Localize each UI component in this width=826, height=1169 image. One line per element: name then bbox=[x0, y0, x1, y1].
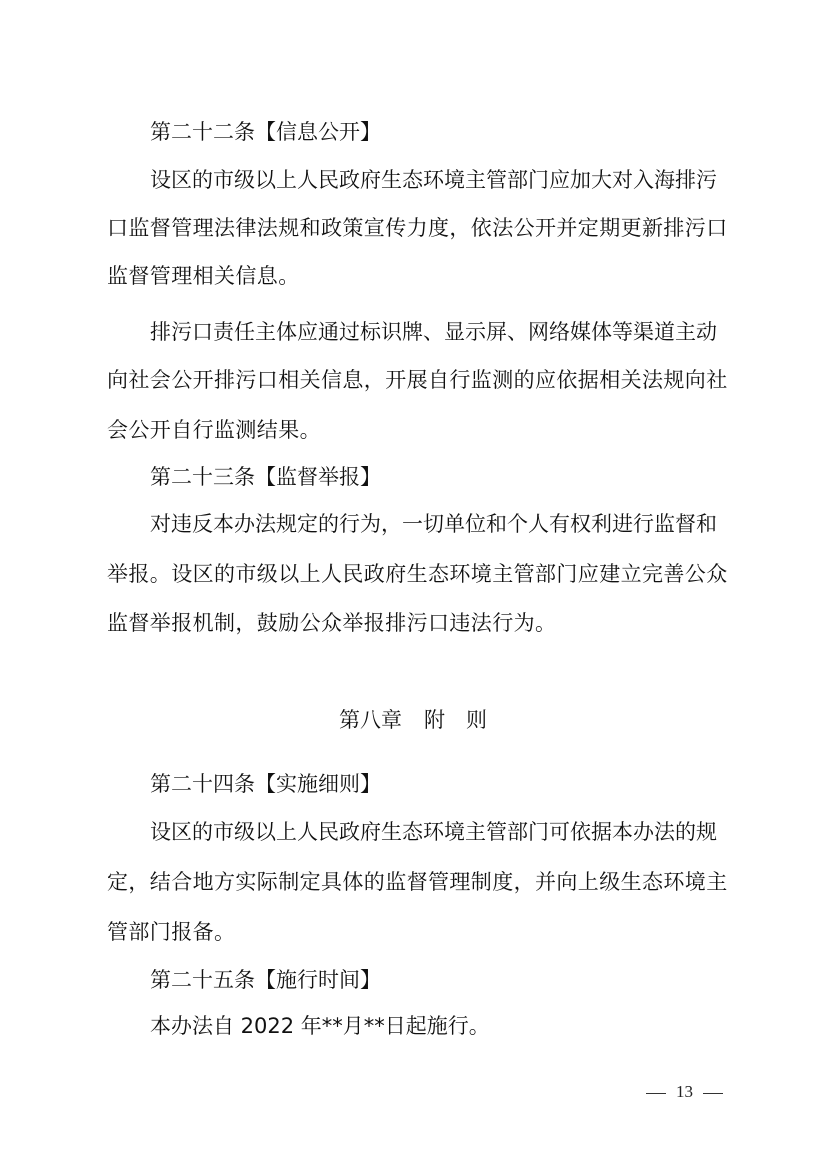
article-24-title: 第二十四条【实施细则】 bbox=[150, 772, 381, 796]
page-number-dash-left bbox=[646, 1093, 666, 1094]
page-number bbox=[636, 1082, 733, 1102]
article-22-p2-line-3: 会公开自行监测结果。 bbox=[107, 418, 321, 442]
article-23-p1-line-3: 监督举报机制，鼓励公众举报排污口违法行为。 bbox=[107, 611, 557, 635]
chapter-heading bbox=[0, 706, 826, 734]
article-22-p1-line-3: 监督管理相关信息。 bbox=[107, 264, 300, 288]
article-22-p2-line-2: 向社会公开排污口相关信息，开展自行监测的应依据相关法规向社 bbox=[107, 368, 728, 392]
article-25-title: 第二十五条【施行时间】 bbox=[150, 968, 381, 992]
chapter-label: 第八章 bbox=[339, 708, 402, 732]
article-22-p1-line-2: 口监督管理法律法规和政策宣传力度，依法公开并定期更新排污口 bbox=[107, 216, 728, 240]
article-22-title: 第二十二条【信息公开】 bbox=[150, 120, 381, 144]
article-24-p1-line-3: 管部门报备。 bbox=[107, 920, 236, 944]
article-25-p1-line-1: 本办法自 2022 年**月**日起施行。 bbox=[150, 1014, 490, 1038]
article-22-p1-line-1: 设区的市级以上人民政府生态环境主管部门应加大对入海排污 bbox=[150, 168, 717, 192]
article-24-p1-line-2: 定，结合地方实际制定具体的监督管理制度，并向上级生态环境主 bbox=[107, 870, 728, 894]
article-23-title: 第二十三条【监督举报】 bbox=[150, 465, 381, 489]
page-number-dash-right bbox=[703, 1093, 723, 1094]
article-24-p1-line-1: 设区的市级以上人民政府生态环境主管部门可依据本办法的规 bbox=[150, 820, 717, 844]
page-number-value: 13 bbox=[676, 1082, 693, 1101]
article-22-p2-line-1: 排污口责任主体应通过标识牌、显示屏、网络媒体等渠道主动 bbox=[150, 320, 717, 344]
article-23-p1-line-2: 举报。设区的市级以上人民政府生态环境主管部门应建立完善公众 bbox=[107, 562, 728, 586]
chapter-name: 附 则 bbox=[424, 708, 487, 732]
article-23-p1-line-1: 对违反本办法规定的行为，一切单位和个人有权利进行监督和 bbox=[150, 512, 717, 536]
